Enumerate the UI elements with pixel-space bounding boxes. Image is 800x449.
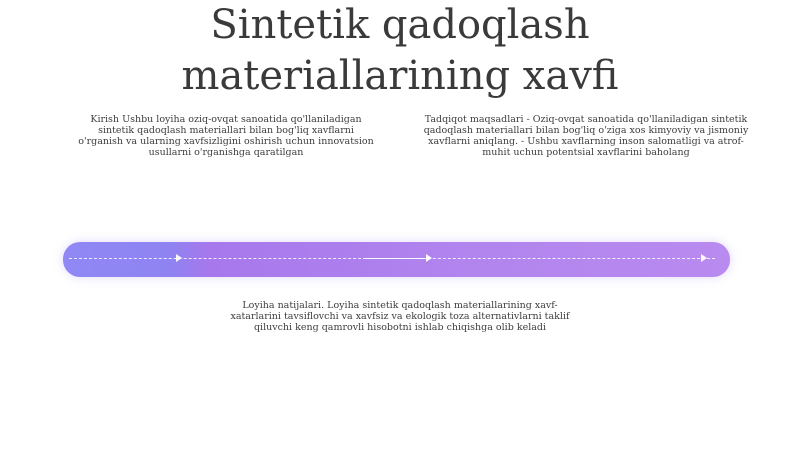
results-text-block: Loyiha natijalari. Loyiha sintetik qadoqlash materiallarining xavf-xatarlarini tavsiflovchi va xavfsiz va ekologik toza alternativlarni taklif qiluvchi keng qamrovli hisobotni ishlab chiqishga olib keladi [230,300,570,333]
goals-text-block: Tadqiqot maqsadlari - Oziq-ovqat sanoatida qo'llaniladigan sintetik qadoqlash materiallari bilan bog'liq o'ziga xos kimyoviy va jismoniy xavflarni aniqlang. - Ushbu xavflarning inson salomatligi va atrof-muhit uchun potentsial xavflarini baholang [423,114,749,158]
slide-title: Sintetik qadoqlash materiallarining xavfi [181,2,619,99]
arrow-right-icon [426,254,432,262]
timeline-solid-segment [363,258,423,259]
intro-text-block: Kirish Ushbu loyiha oziq-ovqat sanoatida qo'llaniladigan sintetik qadoqlash materiallari bilan bog'liq xavflarni o'rganish va ularning xavfsizligini oshirish uchun innovatsion usullarni o'rganishga qaratilgan [78,114,374,158]
timeline-bar [63,242,730,277]
arrow-right-icon [176,254,182,262]
arrow-right-icon [701,254,707,262]
